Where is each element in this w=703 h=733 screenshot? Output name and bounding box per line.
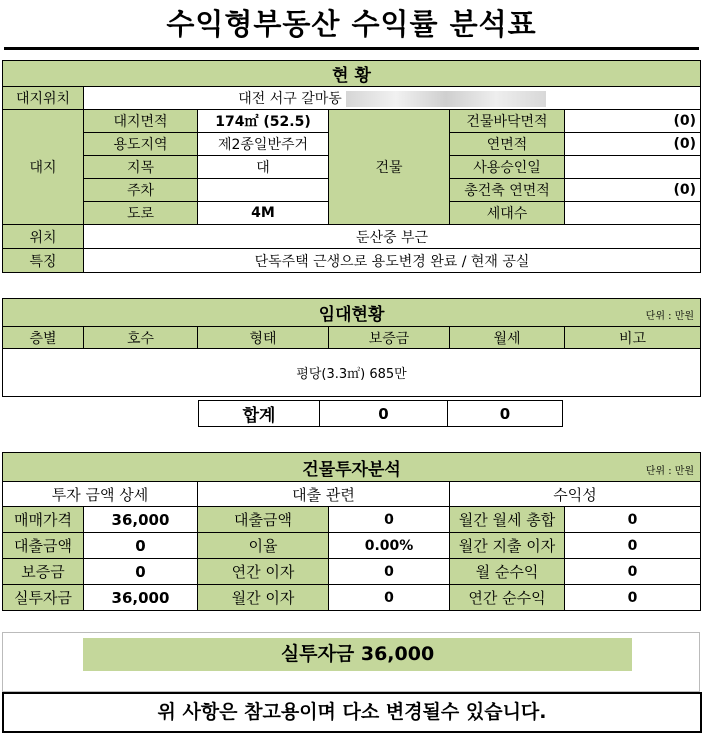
analysis-label: 월 순수익 bbox=[450, 559, 565, 585]
land-location-cell bbox=[84, 87, 701, 110]
building-row-value: (0) bbox=[565, 133, 701, 156]
analysis-value: 0 bbox=[565, 559, 701, 585]
analysis-value: 0 bbox=[565, 533, 701, 559]
analysis-label: 실투자금 bbox=[3, 585, 84, 611]
lease-column-header: 보증금 bbox=[329, 327, 450, 349]
analysis-value: 0 bbox=[565, 585, 701, 611]
building-row-label: 건물바닥면적 bbox=[450, 110, 565, 133]
lease-table bbox=[2, 298, 701, 397]
analysis-label: 연간 순수익 bbox=[450, 585, 565, 611]
analysis-value: 0 bbox=[565, 507, 701, 533]
analysis-section-profit: 수익성 bbox=[450, 482, 701, 507]
lease-column-header: 비고 bbox=[565, 327, 701, 349]
analysis-unit: 단위 : 만원 bbox=[645, 466, 695, 477]
analysis-label: 월간 지출 이자 bbox=[450, 533, 565, 559]
land-label: 대지 bbox=[3, 110, 84, 225]
land-row-value: 174㎡ (52.5) bbox=[198, 110, 329, 133]
land-location-label: 대지위치 bbox=[3, 87, 84, 110]
analysis-table bbox=[2, 452, 701, 611]
status-table bbox=[2, 60, 701, 273]
building-row-label: 총건축 연면적 bbox=[450, 179, 565, 202]
analysis-label: 대출금액 bbox=[3, 533, 84, 559]
building-row-label: 세대수 bbox=[450, 202, 565, 225]
footer-note: 위 사항은 참고용이며 다소 변경될수 있습니다. bbox=[2, 692, 702, 733]
feature-label: 특징 bbox=[3, 249, 84, 273]
lease-total-deposit: 0 bbox=[320, 401, 448, 427]
page-title: 수익형부동산 수익률 분석표 bbox=[166, 7, 537, 41]
lease-column-header: 형태 bbox=[198, 327, 329, 349]
analysis-label: 대출금액 bbox=[198, 507, 329, 533]
lease-note: 평당(3.3㎡) 685만 bbox=[3, 349, 701, 397]
analysis-label: 매매가격 bbox=[3, 507, 84, 533]
building-row-value: (0) bbox=[565, 179, 701, 202]
building-row-value: (0) bbox=[565, 110, 701, 133]
analysis-header: 건물투자분석 bbox=[302, 459, 401, 480]
analysis-value: 0 bbox=[329, 585, 450, 611]
land-row-value: 제2종일반주거 bbox=[198, 133, 329, 156]
land-row-label: 대지면적 bbox=[84, 110, 198, 133]
land-row-label: 용도지역 bbox=[84, 133, 198, 156]
lease-column-header: 호수 bbox=[84, 327, 198, 349]
masked-address bbox=[346, 91, 546, 107]
lease-total-table bbox=[198, 400, 563, 427]
feature-value: 단독주택 근생으로 용도변경 완료 / 현재 공실 bbox=[84, 249, 701, 273]
position-label: 위치 bbox=[3, 225, 84, 249]
land-location-value: 대전 서구 갈마동 bbox=[238, 91, 342, 107]
analysis-header-cell bbox=[3, 453, 701, 482]
building-row-value bbox=[565, 202, 701, 225]
analysis-value: 0 bbox=[84, 559, 198, 585]
land-row-label: 도로 bbox=[84, 202, 198, 225]
land-row-value bbox=[198, 179, 329, 202]
analysis-label: 이율 bbox=[198, 533, 329, 559]
analysis-value: 0.00% bbox=[329, 533, 450, 559]
analysis-value: 0 bbox=[329, 559, 450, 585]
analysis-label: 보증금 bbox=[3, 559, 84, 585]
analysis-value: 36,000 bbox=[84, 507, 198, 533]
lease-column-header: 월세 bbox=[450, 327, 565, 349]
land-row-label: 지목 bbox=[84, 156, 198, 179]
land-row-label: 주차 bbox=[84, 179, 198, 202]
analysis-label: 연간 이자 bbox=[198, 559, 329, 585]
title-underline bbox=[4, 47, 699, 50]
analysis-value: 0 bbox=[84, 533, 198, 559]
lease-header: 임대현황 bbox=[318, 305, 385, 325]
building-row-label: 연면적 bbox=[450, 133, 565, 156]
lease-header-cell bbox=[3, 299, 701, 327]
status-header: 현 황 bbox=[3, 61, 701, 87]
lease-total-label: 합계 bbox=[199, 401, 320, 427]
land-row-value: 대 bbox=[198, 156, 329, 179]
analysis-section-investment: 투자 금액 상세 bbox=[3, 482, 198, 507]
building-row-label: 사용승인일 bbox=[450, 156, 565, 179]
lease-unit: 단위 : 만원 bbox=[645, 311, 695, 322]
analysis-value: 0 bbox=[329, 507, 450, 533]
analysis-section-loan: 대출 관련 bbox=[198, 482, 450, 507]
building-label: 건물 bbox=[329, 110, 450, 225]
lease-column-header: 층별 bbox=[3, 327, 84, 349]
lease-total-rent: 0 bbox=[448, 401, 563, 427]
building-row-value bbox=[565, 156, 701, 179]
actual-investment-banner: 실투자금 36,000 bbox=[83, 638, 632, 671]
analysis-label: 월간 월세 총합 bbox=[450, 507, 565, 533]
analysis-value: 36,000 bbox=[84, 585, 198, 611]
position-value: 둔산중 부근 bbox=[84, 225, 701, 249]
land-row-value: 4M bbox=[198, 202, 329, 225]
analysis-label: 월간 이자 bbox=[198, 585, 329, 611]
